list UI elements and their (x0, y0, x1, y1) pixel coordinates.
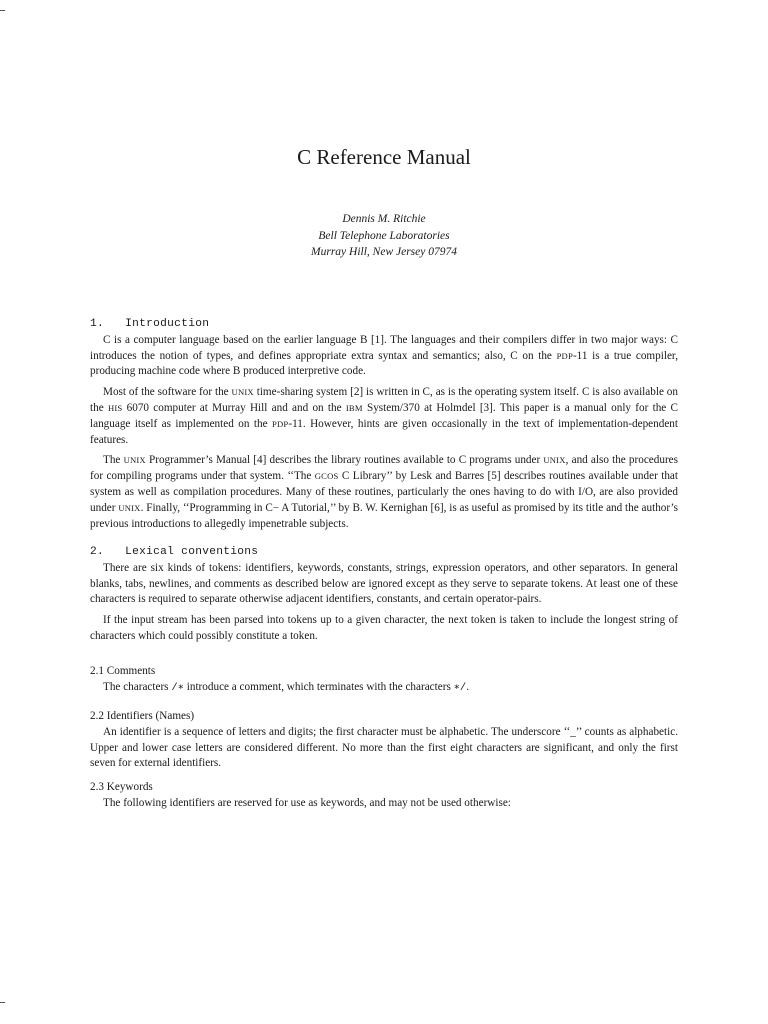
paragraph: An identifier is a sequence of letters and digits; the first character must be alphabetic. The underscore ‘‘_’’ counts as alphabetic. Upper and lower case letters are considered different. No more than the first eight characters are significant, and only the first seven for external identifiers. (90, 725, 678, 770)
paragraph: The following identifiers are reserved for use as keywords, and may not be used otherwise: (103, 796, 511, 809)
subsection-2-3 (90, 780, 678, 812)
document-title: C Reference Manual (297, 145, 471, 169)
subsection-heading: 2.1 Comments (90, 665, 156, 677)
section-heading: 2. Lexical conventions (90, 546, 259, 558)
paragraph: There are six kinds of tokens: identifiers, keywords, constants, strings, expression operators, and other separators. In general blanks, tabs, newlines, and comments as described below are ignored except as they serve to separate tokens. At least one of these characters is required to separate otherwise adjacent identifiers, constants, and certain operator-pairs. (90, 561, 678, 606)
paragraph: If the input stream has been parsed into tokens up to a given character, the next token is taken to include the longest string of characters which could possibly constitute a token. (90, 614, 678, 642)
comment-close-code: ∗/ (453, 681, 467, 694)
subsection-2-1 (90, 664, 678, 697)
paragraph: The characters /∗ introduce a comment, which terminates with the characters ∗/. (103, 680, 470, 694)
paragraph: The UNIX Programmer’s Manual [4] describes the library routines available to C programs under UNIX, and also the procedures for compiling programs under that system. ‘‘The GCOS C Library’’ by Lesk and Barres [5] describes routines available under that system as well as compilation procedures. Many of these routines, particularly the ones having to do with I/O, are also provided under UNIX. Finally, ‘‘Programming in C− A Tutorial,’’ by B. W. Kernighan [6], is as useful as promised by its title and the author’s previous introductions to allegedly impenetrable subjects. (90, 454, 678, 530)
section-heading: 1. Introduction (90, 318, 210, 330)
comment-open-code: /∗ (171, 681, 184, 694)
section-1 (90, 317, 678, 532)
author-name: Dennis M. Ritchie (342, 213, 426, 225)
paragraph: C is a computer language based on the earlier language B [1]. The languages and their compilers differ in two major ways: C introduces the notion of types, and defines appropriate extra syntax and semantics; also, C on the PDP-11 is a true compiler, producing machine code where B produced interpretive code. (90, 333, 678, 378)
crop-mark-bottom (0, 1002, 5, 1003)
author-address: Murray Hill, New Jersey 07974 (311, 246, 457, 258)
paragraph: Most of the software for the UNIX time-sharing system [2] is written in C, as is the operating system itself. C is also available on the HIS 6070 computer at Murray Hill and and on the IBM System/370 at Holmdel [3]. This paper is a manual only for the C language itself as implemented on the PDP-11. However, hints are given occasionally in the text of implementation-dependent features. (90, 386, 678, 446)
crop-mark-top (0, 10, 5, 11)
author-affiliation: Bell Telephone Laboratories (318, 229, 450, 242)
subsection-2-2 (90, 709, 678, 772)
author-block (0, 211, 768, 261)
section-2 (90, 545, 678, 645)
subsection-heading: 2.3 Keywords (90, 781, 153, 793)
subsection-heading: 2.2 Identifiers (Names) (90, 710, 195, 722)
